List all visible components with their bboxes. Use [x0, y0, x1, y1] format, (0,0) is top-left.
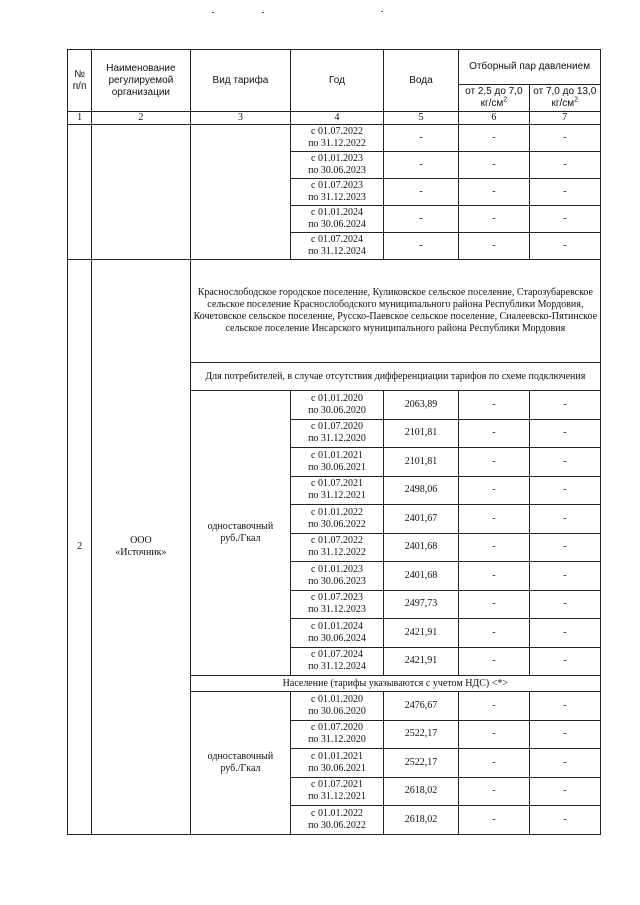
period-from: с 01.07.2020	[311, 421, 363, 433]
period-cell	[291, 806, 384, 835]
header-num: № п/п	[68, 50, 92, 112]
org-cell	[92, 125, 191, 260]
org-name-line: ООО	[130, 534, 152, 546]
section-title: Население (тарифы указываются с учетом НДС) <*>	[190, 676, 600, 692]
steam-low-value: -	[459, 419, 529, 448]
period-cell	[291, 562, 384, 591]
water-value: 2522,17	[383, 720, 458, 749]
steam-low-value: -	[459, 777, 529, 806]
steam-low-value: -	[459, 233, 529, 260]
period-to: по 30.06.2022	[308, 518, 366, 530]
period-to: по 31.12.2024	[308, 661, 366, 673]
header-steam-low	[459, 85, 529, 112]
period-from: с 01.01.2022	[311, 807, 363, 819]
period-cell	[291, 125, 384, 152]
period-cell	[291, 233, 384, 260]
header-org: Наименование регулируемой организации	[92, 50, 191, 112]
period-cell	[291, 419, 384, 448]
steam-high-value: -	[529, 777, 600, 806]
steam-high-value: -	[529, 647, 600, 676]
tariff-type-line: одноставочный	[207, 750, 274, 762]
header-steam-low-sup: 2	[503, 96, 508, 104]
steam-high-value: -	[529, 448, 600, 477]
table-row	[68, 125, 601, 152]
num-cell	[68, 125, 92, 260]
header-steam-low-text: от 2,5 до 7,0 кг/см	[465, 86, 523, 109]
period-to: по 30.06.2020	[308, 705, 366, 717]
water-value: 2401,68	[383, 533, 458, 562]
period-from: с 01.01.2023	[311, 153, 363, 164]
steam-high-value: -	[529, 233, 600, 260]
steam-high-value: -	[529, 533, 600, 562]
period-from: с 01.01.2024	[311, 207, 363, 218]
period-to: по 30.06.2021	[308, 461, 366, 473]
steam-low-value: -	[459, 647, 529, 676]
water-value: 2063,89	[383, 391, 458, 420]
steam-high-value: -	[529, 590, 600, 619]
header-water: Вода	[383, 50, 458, 112]
period-from: с 01.01.2024	[311, 620, 363, 632]
period-from: с 01.07.2020	[311, 722, 363, 734]
steam-high-value: -	[529, 419, 600, 448]
water-value: 2401,67	[383, 505, 458, 534]
period-cell	[291, 590, 384, 619]
scan-speck	[262, 12, 264, 13]
period-to: по 31.12.2024	[308, 246, 366, 257]
steam-low-value: -	[459, 533, 529, 562]
period-cell	[291, 692, 384, 721]
period-from: с 01.01.2021	[311, 449, 363, 461]
index-cell: 4	[291, 112, 384, 125]
steam-high-value: -	[529, 152, 600, 179]
period-cell	[291, 749, 384, 778]
header-row	[68, 50, 601, 85]
water-value: 2498,06	[383, 476, 458, 505]
period-from: с 01.07.2021	[311, 779, 363, 791]
steam-low-value: -	[459, 806, 529, 835]
steam-high-value: -	[529, 179, 600, 206]
period-from: с 01.07.2023	[311, 592, 363, 604]
period-from: с 01.07.2024	[311, 649, 363, 661]
period-from: с 01.01.2023	[311, 563, 363, 575]
tariff-type	[190, 692, 291, 835]
steam-high-value: -	[529, 692, 600, 721]
steam-low-value: -	[459, 391, 529, 420]
steam-low-value: -	[459, 206, 529, 233]
water-value: -	[383, 179, 458, 206]
period-from: с 01.01.2021	[311, 750, 363, 762]
scan-speck	[212, 12, 214, 13]
steam-high-value: -	[529, 619, 600, 648]
steam-low-value: -	[459, 179, 529, 206]
steam-low-value: -	[459, 692, 529, 721]
steam-low-value: -	[459, 152, 529, 179]
period-to: по 30.06.2023	[308, 165, 366, 176]
period-from: с 01.07.2023	[311, 180, 363, 191]
index-cell: 7	[529, 112, 600, 125]
steam-high-value: -	[529, 749, 600, 778]
tariff-type	[190, 391, 291, 676]
index-row	[68, 112, 601, 125]
tariff-table	[67, 49, 601, 835]
tariff-type-line: руб./Гкал	[220, 762, 261, 774]
water-value: 2101,81	[383, 448, 458, 477]
index-cell: 1	[68, 112, 92, 125]
water-value: 2476,67	[383, 692, 458, 721]
period-cell	[291, 720, 384, 749]
period-from: с 01.01.2020	[311, 693, 363, 705]
period-cell	[291, 179, 384, 206]
period-from: с 01.07.2022	[311, 126, 363, 137]
period-to: по 30.06.2024	[308, 632, 366, 644]
territory-text: Краснослободское городское поселение, Куликовское сельское поселение, Старозубаревское сельское поселение Краснослободского муниципального района Республики Мордовия, Кочетовское сельское поселение, Русско-Паевское сельское поселение, Сиалеевско-Пятинское сельское поселение Инсарского муниципального района Республики Мордовия	[190, 260, 600, 363]
period-to: по 31.12.2021	[308, 490, 366, 502]
period-to: по 31.12.2021	[308, 791, 366, 803]
org-name	[92, 260, 191, 835]
water-value: 2522,17	[383, 749, 458, 778]
steam-low-value: -	[459, 720, 529, 749]
period-to: по 31.12.2020	[308, 734, 366, 746]
water-value: 2101,81	[383, 419, 458, 448]
tariff-type-line: руб./Гкал	[220, 533, 261, 544]
territory-row	[68, 260, 601, 363]
period-to: по 31.12.2023	[308, 192, 366, 203]
water-value: -	[383, 125, 458, 152]
water-value: -	[383, 152, 458, 179]
water-value: 2401,68	[383, 562, 458, 591]
period-from: с 01.07.2022	[311, 535, 363, 547]
tariff-cell	[190, 125, 291, 260]
steam-high-value: -	[529, 206, 600, 233]
steam-low-value: -	[459, 749, 529, 778]
steam-high-value: -	[529, 562, 600, 591]
water-value: -	[383, 233, 458, 260]
tariff-type-line: одноставочный	[207, 521, 274, 532]
steam-low-value: -	[459, 505, 529, 534]
period-cell	[291, 448, 384, 477]
header-steam-high-text: от 7,0 до 13,0 кг/см	[533, 86, 597, 109]
period-to: по 30.06.2020	[308, 404, 366, 416]
index-cell: 2	[92, 112, 191, 125]
period-cell	[291, 533, 384, 562]
period-from: с 01.01.2022	[311, 506, 363, 518]
org-number: 2	[68, 260, 92, 835]
period-to: по 31.12.2023	[308, 604, 366, 616]
steam-low-value: -	[459, 448, 529, 477]
water-value: 2618,02	[383, 777, 458, 806]
index-cell: 3	[190, 112, 291, 125]
scan-speck	[381, 11, 383, 12]
period-from: с 01.07.2024	[311, 234, 363, 245]
steam-low-value: -	[459, 476, 529, 505]
org-name-line: «Источник»	[115, 546, 167, 558]
period-cell	[291, 391, 384, 420]
period-to: по 30.06.2022	[308, 819, 366, 831]
period-from: с 01.01.2020	[311, 392, 363, 404]
steam-high-value: -	[529, 720, 600, 749]
period-to: по 31.12.2022	[308, 547, 366, 559]
header-steam: Отборный пар давлением	[459, 50, 601, 85]
header-year: Год	[291, 50, 384, 112]
header-tariff-type: Вид тарифа	[190, 50, 291, 112]
steam-high-value: -	[529, 806, 600, 835]
index-cell: 6	[459, 112, 529, 125]
steam-high-value: -	[529, 476, 600, 505]
section-title: Для потребителей, в случае отсутствия дифференциации тарифов по схеме подключения	[190, 363, 600, 391]
steam-high-value: -	[529, 391, 600, 420]
steam-high-value: -	[529, 505, 600, 534]
period-cell	[291, 476, 384, 505]
period-from: с 01.07.2021	[311, 478, 363, 490]
period-to: по 30.06.2024	[308, 219, 366, 230]
steam-low-value: -	[459, 125, 529, 152]
period-to: по 30.06.2023	[308, 575, 366, 587]
steam-high-value: -	[529, 125, 600, 152]
header-steam-high	[529, 85, 600, 112]
water-value: 2497,73	[383, 590, 458, 619]
period-to: по 31.12.2022	[308, 138, 366, 149]
period-cell	[291, 505, 384, 534]
water-value: 2618,02	[383, 806, 458, 835]
index-cell: 5	[383, 112, 458, 125]
period-cell	[291, 777, 384, 806]
water-value: -	[383, 206, 458, 233]
period-to: по 30.06.2021	[308, 762, 366, 774]
period-cell	[291, 647, 384, 676]
water-value: 2421,91	[383, 647, 458, 676]
steam-low-value: -	[459, 619, 529, 648]
steam-low-value: -	[459, 590, 529, 619]
water-value: 2421,91	[383, 619, 458, 648]
period-to: по 31.12.2020	[308, 433, 366, 445]
header-steam-high-sup: 2	[574, 96, 579, 104]
steam-low-value: -	[459, 562, 529, 591]
period-cell	[291, 152, 384, 179]
period-cell	[291, 206, 384, 233]
period-cell	[291, 619, 384, 648]
